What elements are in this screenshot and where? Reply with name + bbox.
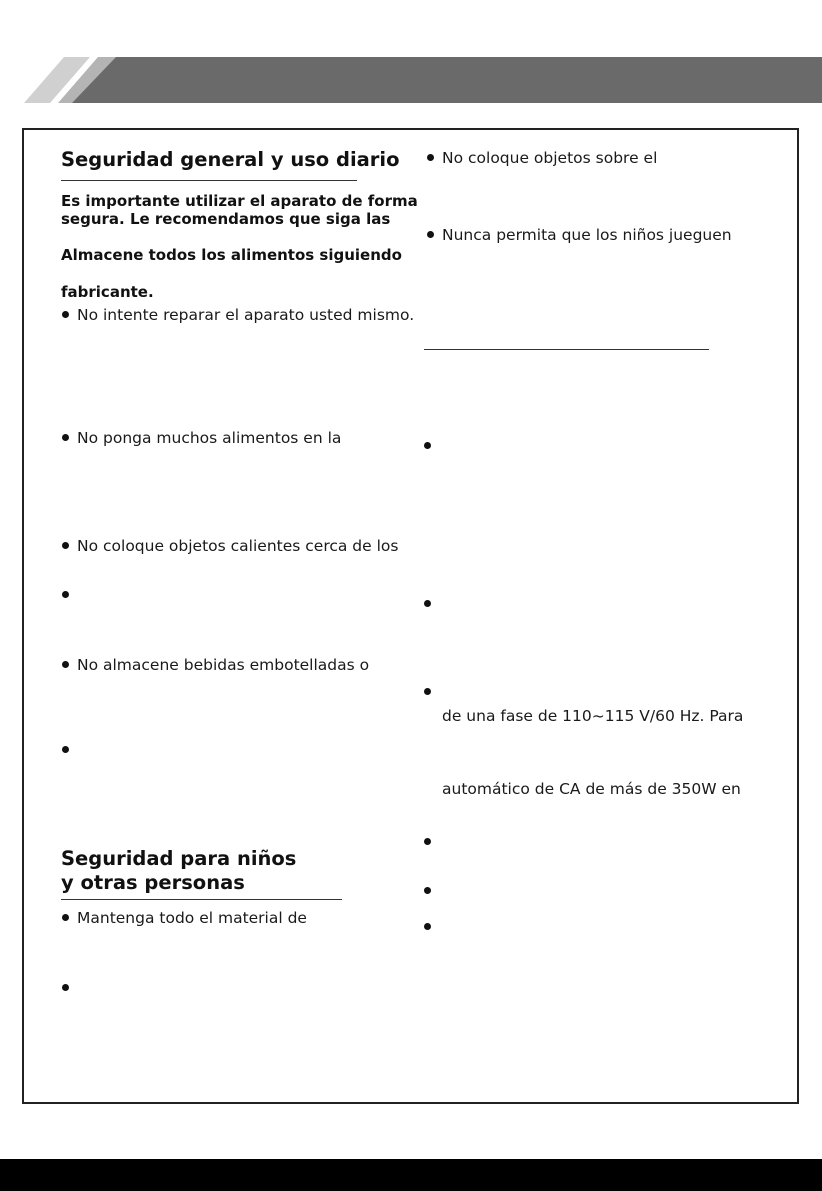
list-item: No ponga muchos alimentos en la <box>77 429 342 447</box>
header-bar <box>72 57 822 103</box>
bullet-dot <box>424 887 431 894</box>
bullet-dot <box>62 661 69 668</box>
section-title-children: Seguridad para niños <box>61 847 297 870</box>
bullet-dot <box>424 923 431 930</box>
bullet-dot <box>424 442 431 449</box>
list-item: No almacene bebidas embotelladas o <box>77 656 370 674</box>
list-item: No coloque objetos calientes cerca de los <box>77 537 399 555</box>
section-title-children-line2: y otras personas <box>61 871 245 894</box>
electrical-text: de una fase de 110~115 V/60 Hz. Para <box>442 707 744 725</box>
electrical-text: automático de CA de más de 350W en <box>442 780 741 798</box>
footer-bar <box>0 1159 822 1191</box>
section-title-general: Seguridad general y uso diario <box>61 148 400 171</box>
list-item: Nunca permita que los niños jueguen <box>442 226 732 244</box>
section-title-underline <box>61 899 342 900</box>
bullet-dot <box>427 154 434 161</box>
list-item: No coloque objetos sobre el <box>442 149 658 167</box>
header-band <box>24 57 822 103</box>
bullet-dot <box>62 434 69 441</box>
intro-line: fabricante. <box>61 283 154 301</box>
list-item: No intente reparar el aparato usted mismo. <box>77 306 415 324</box>
content-box <box>22 128 799 1104</box>
section-divider <box>424 349 709 350</box>
list-item: Mantenga todo el material de <box>77 909 307 927</box>
bullet-dot <box>62 542 69 549</box>
bullet-dot <box>62 591 69 598</box>
intro-line: Almacene todos los alimentos siguiendo <box>61 246 402 264</box>
section-title-underline <box>61 180 357 181</box>
bullet-dot <box>62 914 69 921</box>
intro-line: Es importante utilizar el aparato de forma <box>61 192 418 210</box>
bullet-dot <box>424 600 431 607</box>
bullet-dot <box>62 746 69 753</box>
bullet-dot <box>424 838 431 845</box>
bullet-dot <box>427 231 434 238</box>
bullet-dot <box>62 311 69 318</box>
intro-line: segura. Le recomendamos que siga las <box>61 210 391 228</box>
bullet-dot <box>424 688 431 695</box>
bullet-dot <box>62 984 69 991</box>
